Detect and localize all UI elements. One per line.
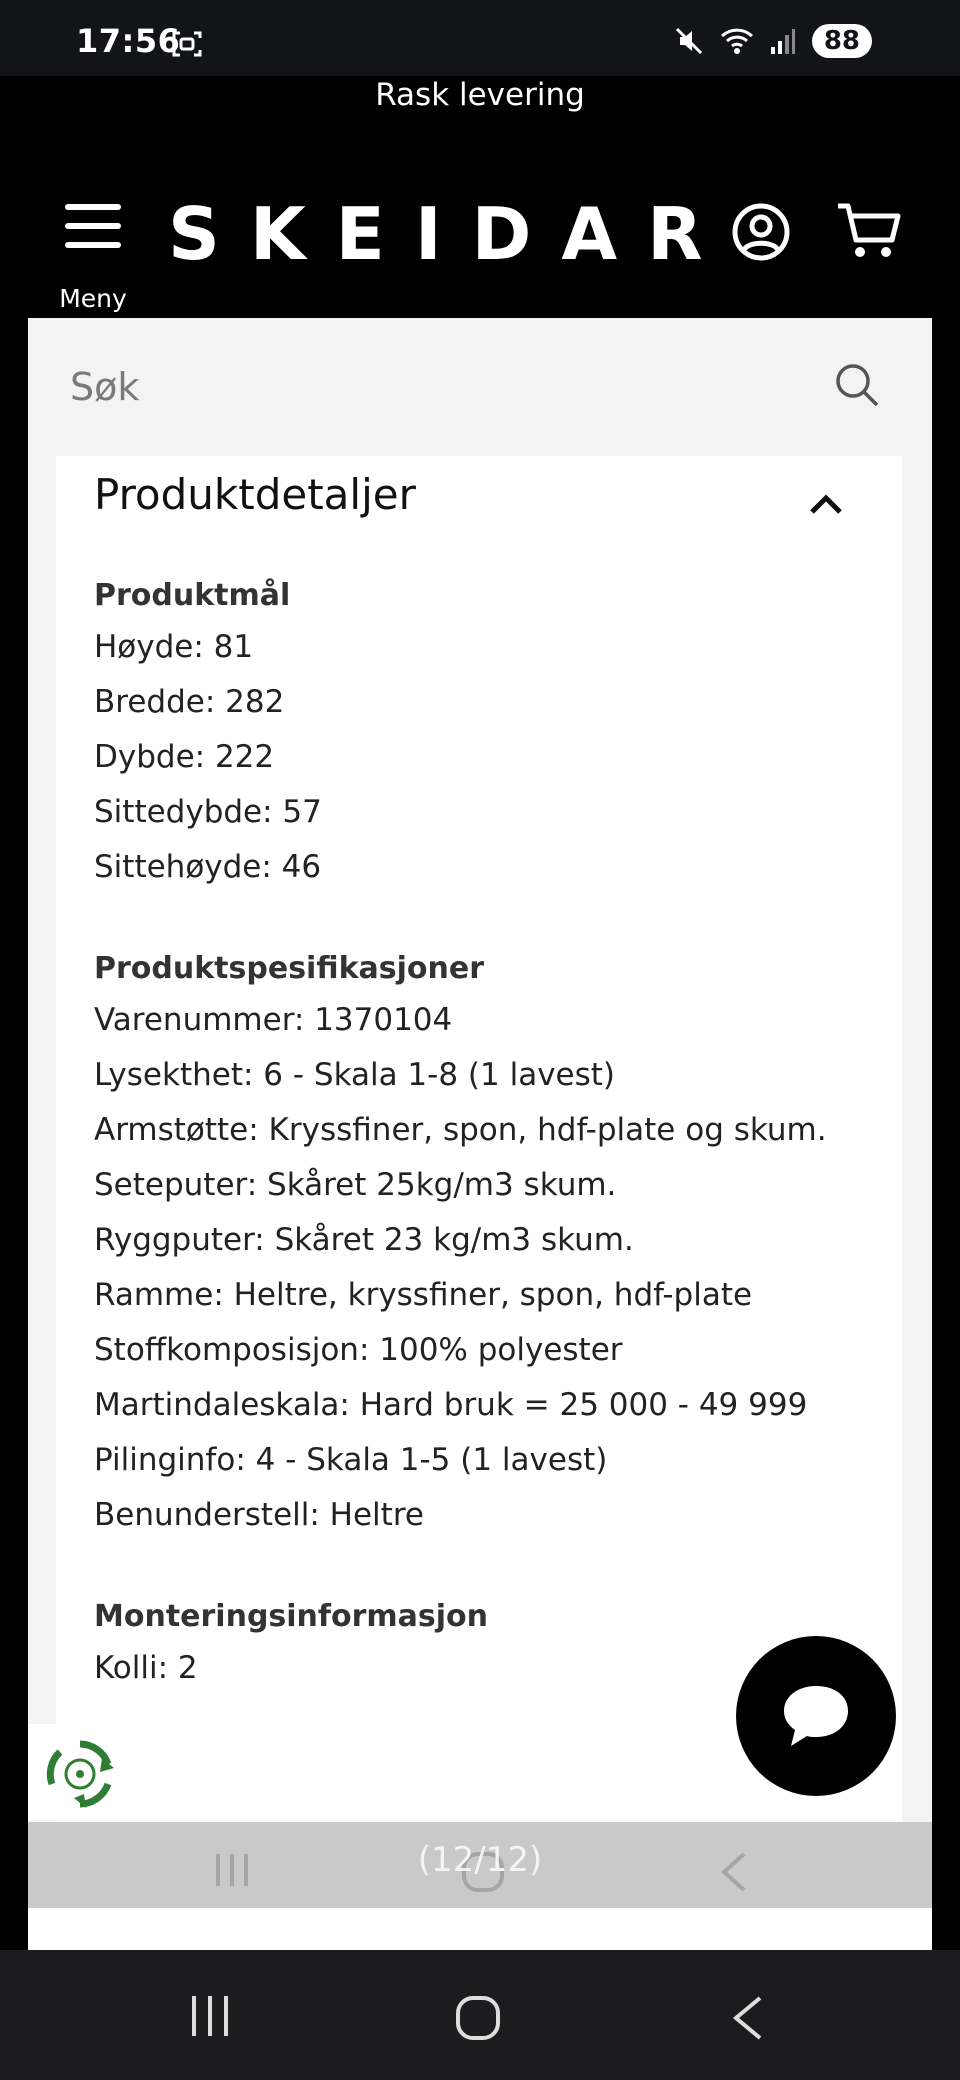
system-nav-bar: [0, 1950, 960, 2080]
menu-button[interactable]: [58, 204, 128, 313]
section-heading: Produktmål: [94, 578, 291, 613]
mute-icon: [674, 26, 704, 56]
recent-apps-button-icon[interactable]: [188, 1994, 232, 2038]
detail-line: Pilinginfo: 4 - Skala 1-5 (1 lavest): [94, 1442, 608, 1478]
detail-line: Sittehøyde: 46: [94, 849, 322, 885]
detail-line: Dybde: 222: [94, 739, 275, 775]
home-button-icon[interactable]: [454, 1994, 502, 2042]
search-icon[interactable]: [834, 362, 880, 408]
panel-title[interactable]: Produktdetaljer: [94, 470, 416, 519]
detail-line: Lysekthet: 6 - Skala 1-8 (1 lavest): [94, 1057, 616, 1093]
account-icon[interactable]: [731, 202, 791, 262]
chat-button[interactable]: [736, 1636, 896, 1796]
battery-level: 88: [812, 24, 872, 58]
recycle-widget[interactable]: [28, 1724, 140, 1820]
recycle-icon: [44, 1738, 116, 1810]
detail-line: Stoffkomposisjon: 100% polyester: [94, 1332, 623, 1368]
content-bottom: [28, 1908, 932, 1950]
cart-icon[interactable]: [836, 200, 902, 262]
signal-icon: [770, 27, 796, 55]
detail-line: Benunderstell: Heltre: [94, 1497, 424, 1533]
section-heading: Produktspesifikasjoner: [94, 951, 485, 986]
back-button-icon[interactable]: [730, 1994, 764, 2042]
chat-bubble-icon: [780, 1682, 852, 1750]
screenshot-icon: [172, 30, 202, 58]
detail-line: Varenummer: 1370104: [94, 1002, 453, 1038]
chevron-up-icon[interactable]: [808, 492, 844, 516]
scrollbar[interactable]: [902, 456, 932, 1876]
announcement-text: Rask levering: [375, 77, 585, 113]
hamburger-icon: [58, 204, 128, 248]
status-bar: [0, 0, 960, 76]
image-counter: (12/12): [417, 1840, 543, 1880]
detail-line: Sittedybde: 57: [94, 794, 322, 830]
section-heading: Monteringsinformasjon: [94, 1599, 488, 1634]
status-time: 17:56: [76, 22, 181, 60]
search-bar: [28, 318, 932, 454]
logo[interactable]: SKEIDAR: [168, 192, 733, 276]
detail-line: Ramme: Heltre, kryssfiner, spon, hdf-plate: [94, 1277, 753, 1313]
image-counter-bar: [28, 1822, 932, 1908]
detail-line: Ryggputer: Skåret 23 kg/m3 skum.: [94, 1222, 634, 1258]
site-header: [28, 182, 932, 318]
announcement-bar: [28, 76, 932, 182]
detail-line: Høyde: 81: [94, 629, 254, 665]
panel-body: [94, 572, 874, 1696]
detail-line: Martindaleskala: Hard bruk = 25 000 - 49 999: [94, 1387, 808, 1423]
detail-line: Bredde: 282: [94, 684, 285, 720]
search-input[interactable]: [68, 346, 832, 428]
detail-line: Kolli: 2: [94, 1650, 198, 1686]
menu-label: Meny: [59, 284, 127, 313]
wifi-icon: [720, 26, 754, 56]
detail-line: Armstøtte: Kryssfiner, spon, hdf-plate og skum.: [94, 1112, 827, 1148]
detail-line: Seteputer: Skåret 25kg/m3 skum.: [94, 1167, 617, 1203]
